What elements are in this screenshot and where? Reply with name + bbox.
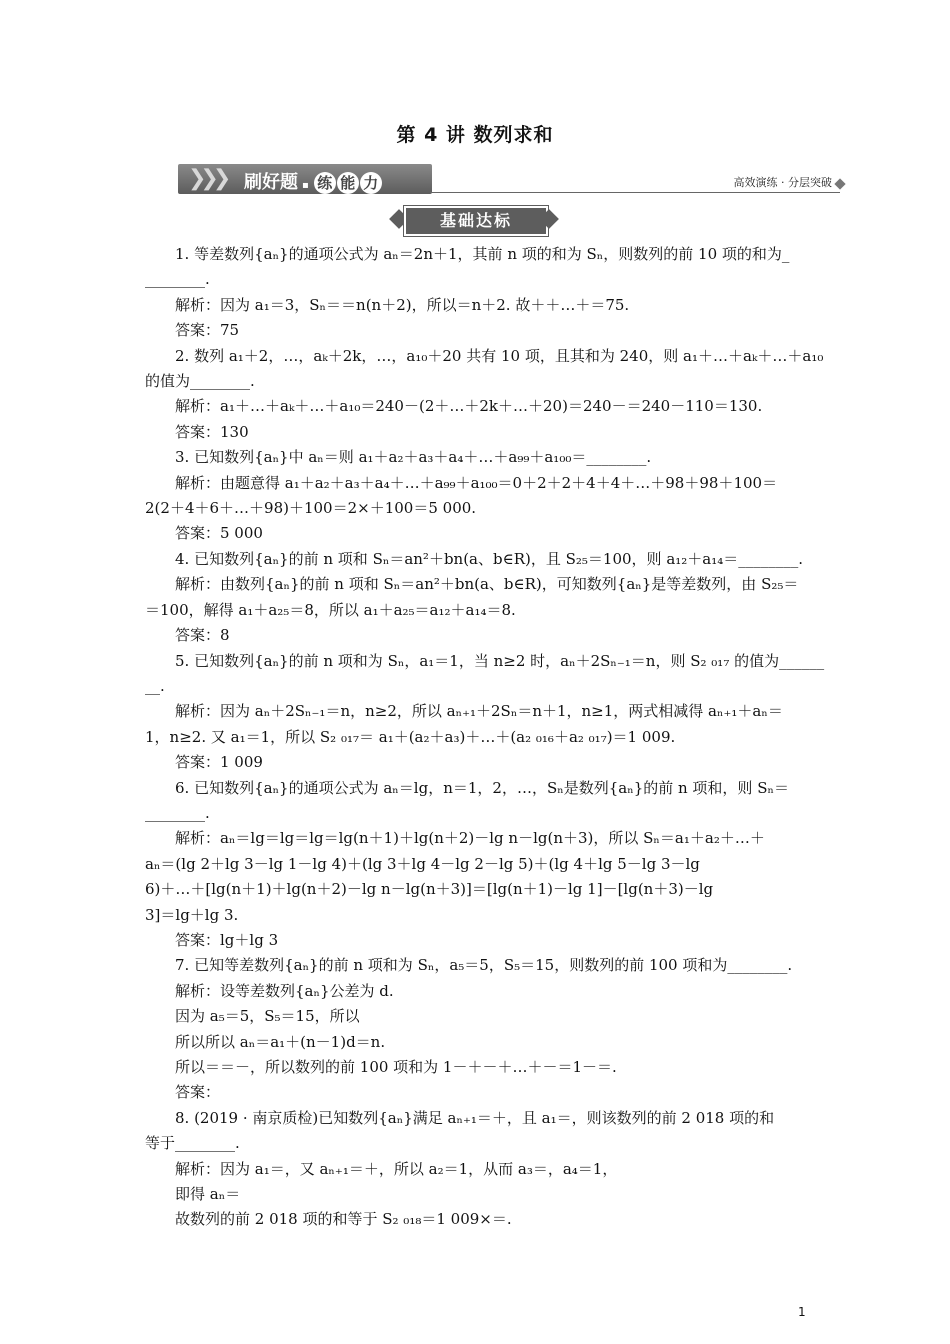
diamond-icon xyxy=(834,178,845,189)
text-line: 等于________. xyxy=(145,1134,240,1153)
text-line: 解析：因为 a₁＝3，Sₙ＝＝n(n＋2)，所以＝n＋2. 故＋＋…＋＝75. xyxy=(175,295,630,314)
text-line: 3]＝lg＋lg 3. xyxy=(145,905,239,924)
exercise-content xyxy=(145,242,825,1233)
text-line: 解析：a₁＋…＋aₖ＋…＋a₁₀＝240－(2＋…＋2k＋…＋20)＝240－＝240－110＝130. xyxy=(175,397,763,416)
text-line: 3. 已知数列{aₙ}中 aₙ＝则 a₁＋a₂＋a₃＋a₄＋…＋a₉₉＋a₁₀₀＝________. xyxy=(175,448,652,467)
page-number: 1 xyxy=(798,1305,806,1319)
banner-rule xyxy=(430,192,840,193)
text-line: 所以所以 aₙ＝a₁＋(n－1)d＝n. xyxy=(175,1032,386,1051)
text-line: 答案：lg＋lg 3 xyxy=(175,930,279,949)
banner-tag: 高效演练 · 分层突破 xyxy=(733,176,832,189)
text-line: 7. 已知等差数列{aₙ}的前 n 项和为 Sₙ，a₅＝5，S₅＝15，则数列的前 100 项和为________. xyxy=(175,956,793,975)
text-line: 8. (2019 · 南京质检)已知数列{aₙ}满足 aₙ₊₁＝＋，且 a₁＝，则该数列的前 2 018 项的和 xyxy=(175,1108,775,1127)
text-line: 答案：75 xyxy=(175,321,240,340)
text-line: 故数列的前 2 018 项的和等于 S₂ ₀₁₈＝1 009×＝. xyxy=(175,1210,512,1229)
text-line: 的值为________. xyxy=(145,372,255,391)
text-line: 答案： xyxy=(175,1083,221,1102)
text-line: 答案：1 009 xyxy=(175,753,263,772)
text-line: 答案：8 xyxy=(175,626,230,645)
section-title: 基础达标 xyxy=(404,206,548,236)
text-line: 1，n≥2. 又 a₁＝1，所以 S₂ ₀₁₇＝ a₁＋(a₂＋a₃)＋…＋(a₂ ₀₁₆＋a₂ ₀₁₇)＝1 009. xyxy=(145,727,676,746)
text-line: 因为 a₅＝5，S₅＝15，所以 xyxy=(175,1007,360,1026)
text-line: 2. 数列 a₁＋2，…，aₖ＋2k，…，a₁₀＋20 共有 10 项，且其和为 240，则 a₁＋…＋aₖ＋…＋a₁₀ xyxy=(175,346,824,365)
text-line: ________. xyxy=(145,803,210,822)
text-line: 6. 已知数列{aₙ}的通项公式为 aₙ＝lg，n＝1，2，…，Sₙ是数列{aₙ}的前 n 项和，则 Sₙ＝ xyxy=(175,778,789,797)
text-line: 5. 已知数列{aₙ}的前 n 项和为 Sₙ，a₁＝1，当 n≥2 时，aₙ＋2Sₙ₋₁＝n，则 S₂ ₀₁₇ 的值为______ xyxy=(175,651,825,670)
text-line: 解析：因为 a₁＝，又 aₙ₊₁＝＋，所以 a₂＝1，从而 a₃＝，a₄＝1， xyxy=(175,1159,618,1178)
text-line: 2(2＋4＋6＋…＋98)＋100＝2×＋100＝5 000. xyxy=(145,499,477,518)
text-line: 即得 aₙ＝ xyxy=(175,1185,241,1204)
text-line: 解析：由数列{aₙ}的前 n 项和 Sₙ＝an²＋bn(a、b∈R)，可知数列{aₙ}是等差数列，由 S₂₅＝ xyxy=(175,575,799,594)
text-line: 1. 等差数列{aₙ}的通项公式为 aₙ＝2n＋1，其前 n 项的和为 Sₙ，则数列的前 10 项的和为_ xyxy=(175,245,790,263)
text-line: 答案：5 000 xyxy=(175,524,263,543)
text-line: __. xyxy=(145,676,165,695)
text-line: 答案：130 xyxy=(175,422,249,441)
chevrons-icon: ❯❯❯ xyxy=(188,166,226,191)
text-line: 解析：设等差数列{aₙ}公差为 d. xyxy=(175,981,394,1000)
text-line: ＝100，解得 a₁＋a₂₅＝8，所以 a₁＋a₂₅＝a₁₂＋a₁₄＝8. xyxy=(145,600,516,619)
text-line: 解析：由题意得 a₁＋a₂＋a₃＋a₄＋…＋a₉₉＋a₁₀₀＝0＋2＋2＋4＋4＋…＋98＋98＋100＝ xyxy=(175,473,778,492)
text-line: 4. 已知数列{aₙ}的前 n 项和 Sₙ＝an²＋bn(a、b∈R)，且 S₂₅＝100，则 a₁₂＋a₁₄＝________. xyxy=(175,549,804,568)
text-line: 解析：因为 aₙ＋2Sₙ₋₁＝n，n≥2，所以 aₙ₊₁＋2Sₙ＝n＋1，n≥1，两式相减得 aₙ₊₁＋aₙ＝ xyxy=(175,702,783,721)
banner-label: 刷好题 ▪ 练 能 力 xyxy=(244,168,382,194)
section-heading xyxy=(388,206,560,234)
text-line: 所以＝＝－，所以数列的前 100 项和为 1－＋－＋…＋－＝1－＝. xyxy=(175,1058,617,1076)
text-line: 解析：aₙ＝lg＝lg＝lg＝lg(n＋1)＋lg(n＋2)－lg n－lg(n＋3)，所以 Sₙ＝a₁＋a₂＋…＋ xyxy=(175,829,765,848)
text-line: ________. xyxy=(145,270,210,289)
text-line: 6)＋…＋[lg(n＋1)＋lg(n＋2)－lg n－lg(n＋3)]＝[lg(n＋1)－lg 1]－[lg(n＋3)－lg xyxy=(145,880,714,899)
text-line: aₙ＝(lg 2＋lg 3－lg 1－lg 4)＋(lg 3＋lg 4－lg 2－lg 5)＋(lg 4＋lg 5－lg 3－lg xyxy=(145,854,700,873)
banner xyxy=(178,164,432,194)
page-title: 第 4 讲 数列求和 xyxy=(396,124,554,146)
